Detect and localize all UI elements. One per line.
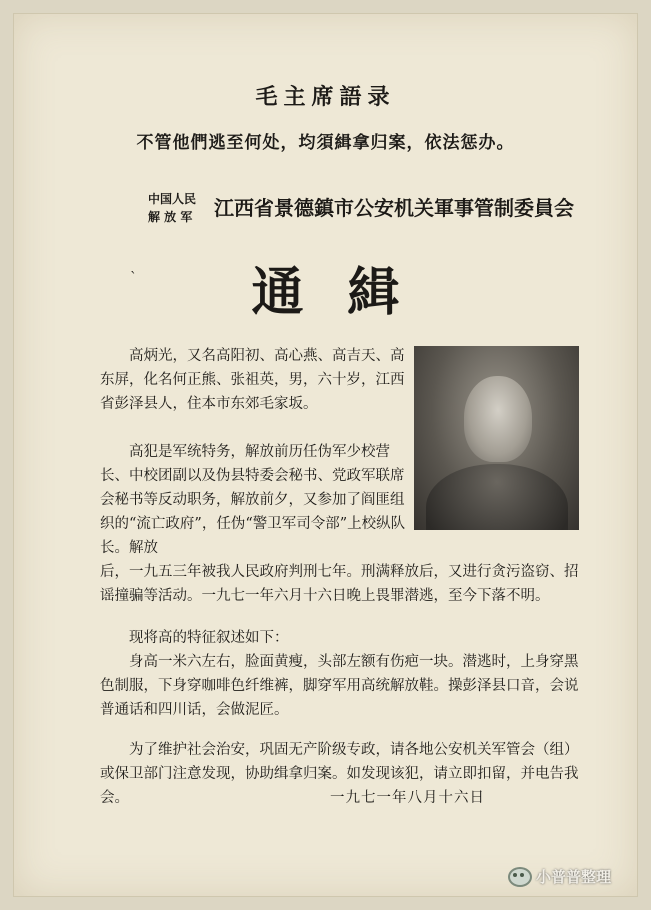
paragraph-features-text: 身高一米六左右，脸面黄瘦，头部左额有伤疤一块。潜逃时，上身穿黑色制服，下身穿咖啡色纤维裤，脚穿军用高统解放鞋。操彭泽县口音，会说普通话和四川话，会做泥匠。 [100,654,579,718]
paragraph-features-intro-text: 现将高的特征叙述如下： [129,630,289,646]
issuer-prefix-line2: 解 放 军 [148,210,193,224]
issuer-prefix-line1: 中国人民 [148,192,197,206]
ink-mark: ˋ [130,270,137,286]
quote-title: 毛主席語录 [255,85,396,110]
photo-body [426,464,568,530]
paragraph-history-top-text: 高犯是军统特务，解放前历任伪军少校营长、中校团副以及伪县特委会秘书、党政军联席会秘书等反动职务，解放前夕，又参加了阎匪组织的“流亡政府”，任伪“警卫军司令部”上校纵队长。解放 [100,444,406,556]
suspect-photo [414,346,579,530]
watermark [508,866,611,887]
issuer-name: 江西省景德鎮市公安机关軍事管制委員会 [214,196,574,220]
paragraph-identity [100,344,406,416]
photo-head [464,376,532,462]
issuer-prefix [148,190,210,226]
paragraph-identity-text: 高炳光，又名高阳初、高心燕、高吉天、高东屏，化名何正熊、张祖英，男，六十岁，江西省彭泽县人，住本市东郊毛家坂。 [100,348,405,412]
paragraph-features-intro [100,626,580,650]
paragraph-history-top [100,440,406,560]
issue-date: 一九七一年八月十六日 [330,790,485,806]
quote-text: 不管他們逃至何处，均須緝拿归案，依法惩办。 [136,133,515,153]
paragraph-history-bottom: 后，一九五三年被我人民政府判刑七年。刑满释放后，又进行贪污盗窃、招谣撞骗等活动。一九七一年六月十六日晚上畏罪潜逃，至今下落不明。 [100,564,579,604]
watermark-text: 小普普整理 [536,868,612,886]
wechat-icon [508,867,532,887]
paragraph-features [100,650,580,722]
notice-title: 通緝 [251,262,444,323]
paragraph-request-text: 为了维护社会治安，巩固无产阶级专政，请各地公安机关军管会（组）或保卫部门注意发现，协助缉拿归案。如发现该犯，请立即扣留，并电告我会。 [100,742,579,806]
